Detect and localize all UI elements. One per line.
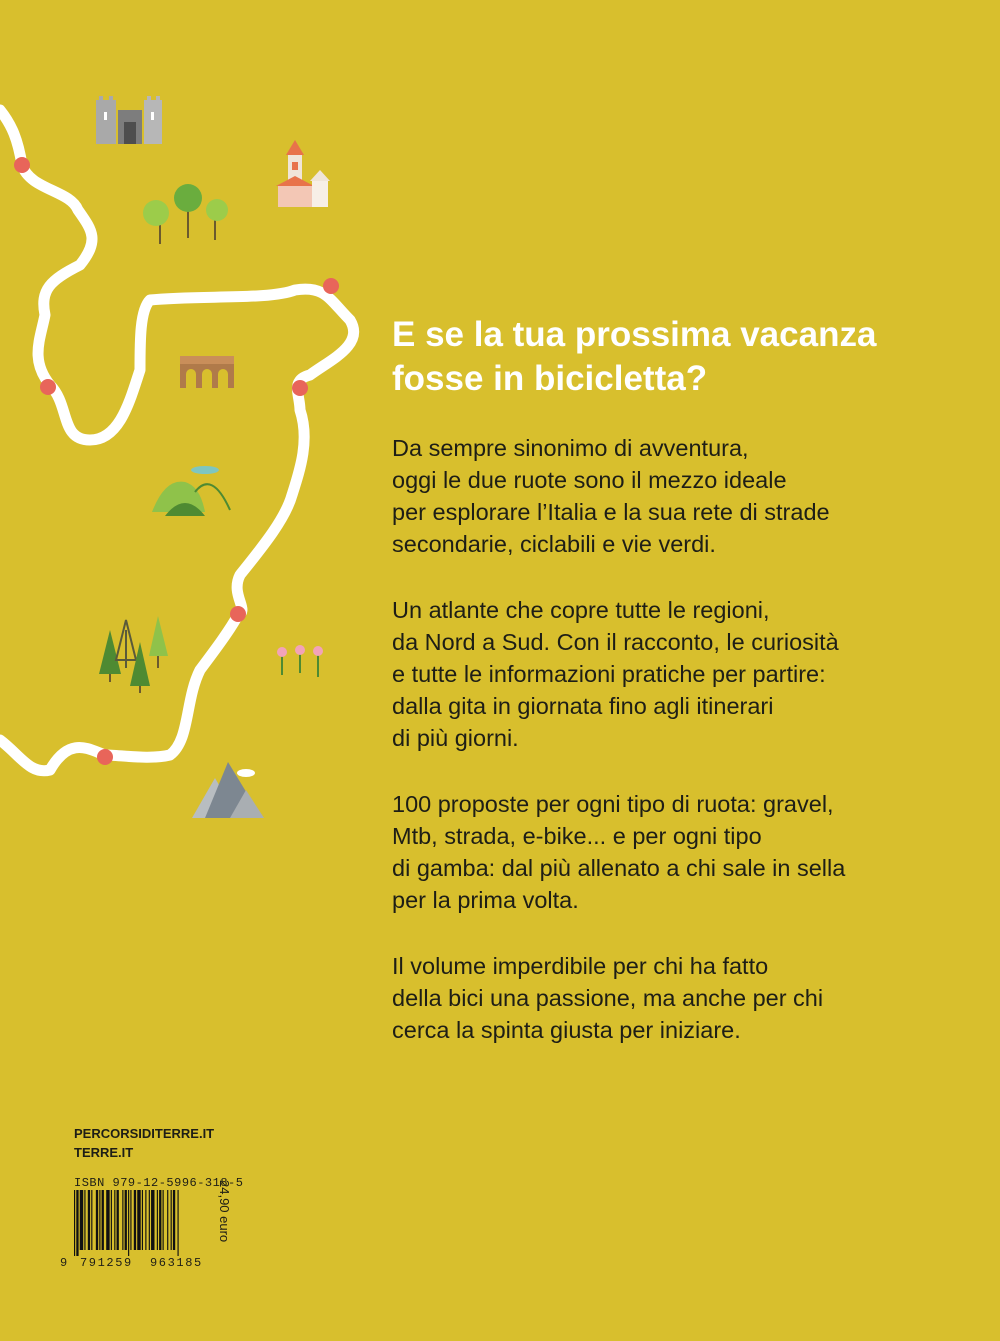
barcode-bar [149, 1190, 150, 1250]
village-icon [276, 140, 330, 207]
text-line: della bici una passione, ma anche per chi [392, 985, 824, 1011]
barcode-bar [102, 1190, 104, 1250]
barcode-first-digit: 9 [60, 1256, 68, 1270]
mountains-icon [192, 762, 264, 818]
text-line: di più giorni. [392, 725, 519, 751]
paragraph-atlas [392, 594, 972, 754]
text-line: Il volume imperdibile per chi ha fatto [392, 953, 769, 979]
pine-trees-icon [99, 616, 168, 693]
barcode-bar [84, 1190, 85, 1250]
barcode [72, 1190, 214, 1256]
trees-icon [143, 184, 228, 244]
aqueduct-icon [180, 356, 234, 388]
barcode-bar [167, 1190, 168, 1250]
waypoint-marker [14, 157, 30, 173]
headline-line: E se la tua prossima vacanza [392, 315, 877, 354]
text-line: Da sempre sinonimo di avventura, [392, 435, 749, 461]
barcode-bar [130, 1190, 131, 1250]
text-line: e tutte le informazioni pratiche per partire: [392, 661, 826, 687]
barcode-bar [134, 1190, 136, 1250]
barcode-bar [137, 1190, 140, 1250]
text-line: dalla gita in giornata fino agli itinerari [392, 693, 774, 719]
website-terre: TERRE.IT [74, 1145, 134, 1160]
barcode-bar [178, 1190, 179, 1256]
barcode-bar [122, 1190, 123, 1250]
waypoint-marker [40, 379, 56, 395]
text-line: Un atlante che copre tutte le regioni, [392, 597, 770, 623]
barcode-bar [125, 1190, 127, 1250]
headline-line: fosse in bicicletta? [392, 359, 708, 398]
isbn-label: ISBN 979-12-5996-318-5 [74, 1176, 244, 1190]
website-links [74, 1124, 214, 1162]
barcode-bar [145, 1190, 146, 1250]
barcode-right-digits: 963185 [150, 1256, 203, 1270]
barcode-bar [171, 1190, 172, 1250]
castle-icon [96, 96, 162, 144]
text-line: di gamba: dal più allenato a chi sale in sella [392, 855, 846, 881]
waypoint-marker [97, 749, 113, 765]
barcode-bar [157, 1190, 158, 1250]
barcode-bar [99, 1190, 100, 1250]
text-line: da Nord a Sud. Con il racconto, le curiosità [392, 629, 839, 655]
headline [392, 313, 952, 401]
hills-icon [152, 466, 230, 516]
barcode-bar [76, 1190, 78, 1256]
barcode-bar [163, 1190, 164, 1250]
barcode-bar [117, 1190, 119, 1250]
barcode-bar [142, 1190, 143, 1250]
barcode-bar [151, 1190, 154, 1250]
text-line: per esplorare l’Italia e la sua rete di strade [392, 499, 830, 525]
barcode-bar [80, 1190, 83, 1250]
waypoint-marker [323, 278, 339, 294]
barcode-bar [74, 1190, 75, 1256]
blurb [392, 432, 972, 1080]
flowers-icon [277, 645, 323, 677]
text-line: oggi le due ruote sono il mezzo ideale [392, 467, 787, 493]
text-line: cerca la spinta giusta per iniziare. [392, 1017, 741, 1043]
price-label: 24,90 euro [217, 1180, 232, 1243]
paragraph-proposals [392, 788, 972, 916]
text-line: secondarie, ciclabili e vie verdi. [392, 531, 716, 557]
barcode-bar [173, 1190, 175, 1250]
waypoint-marker [292, 380, 308, 396]
barcode-bar [111, 1190, 112, 1250]
waypoint-marker [230, 606, 246, 622]
barcode-bar [128, 1190, 129, 1256]
waypoints [14, 157, 339, 765]
barcode-bar [88, 1190, 90, 1250]
paragraph-closing [392, 950, 972, 1046]
barcode-bar [96, 1190, 98, 1250]
route-map-illustration [0, 0, 380, 840]
website-percorsiditerre: PERCORSIDITERRE.IT [74, 1126, 215, 1141]
barcode-bar [114, 1190, 115, 1250]
barcode-bar [159, 1190, 161, 1250]
paragraph-intro [392, 432, 972, 560]
barcode-left-digits: 791259 [80, 1256, 133, 1270]
barcode-bar [106, 1190, 109, 1250]
barcode-bar [91, 1190, 92, 1250]
text-line: Mtb, strada, e-bike... e per ogni tipo [392, 823, 762, 849]
text-line: 100 proposte per ogni tipo di ruota: gravel, [392, 791, 834, 817]
text-line: per la prima volta. [392, 887, 579, 913]
